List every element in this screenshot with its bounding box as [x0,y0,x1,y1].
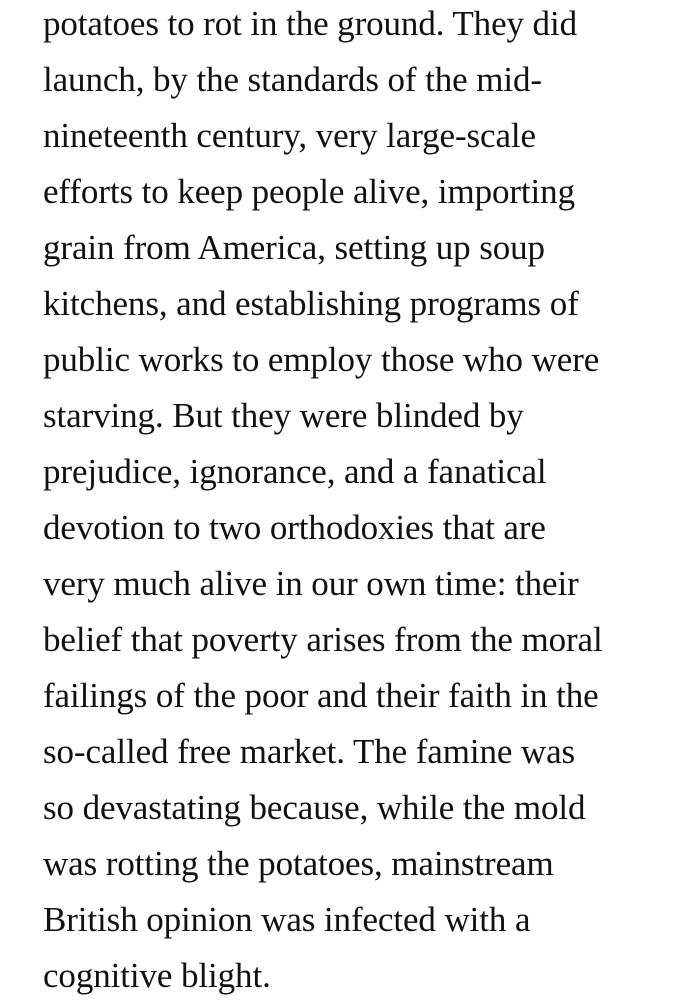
text-line: cognitive blight. [43,956,271,995]
text-line: grain from America, setting up soup [43,228,545,267]
book-text[interactable] [43,0,603,1000]
text-line: so-called free market. The famine was [43,732,576,771]
text-line: belief that poverty arises from the moral [43,620,603,659]
text-line: was rotting the potatoes, mainstream [43,844,554,883]
text-line: failings of the poor and their faith in the [43,676,599,715]
text-line: British opinion was infected with a [43,900,531,939]
text-line: launch, by the standards of the mid- [43,60,542,99]
text-line: kitchens, and establishing programs of [43,284,579,323]
text-line: devotion to two orthodoxies that are [43,508,546,547]
text-line: prejudice, ignorance, and a fanatical [43,452,547,491]
text-line: efforts to keep people alive, importing [43,172,575,211]
text-line: so devastating because, while the mold [43,788,586,827]
text-line: starving. But they were blinded by [43,396,524,435]
text-line: nineteenth century, very large-scale [43,116,536,155]
text-line: public works to employ those who were [43,340,600,379]
text-line: potatoes to rot in the ground. They did [43,4,577,43]
text-line: very much alive in our own time: their [43,564,579,603]
